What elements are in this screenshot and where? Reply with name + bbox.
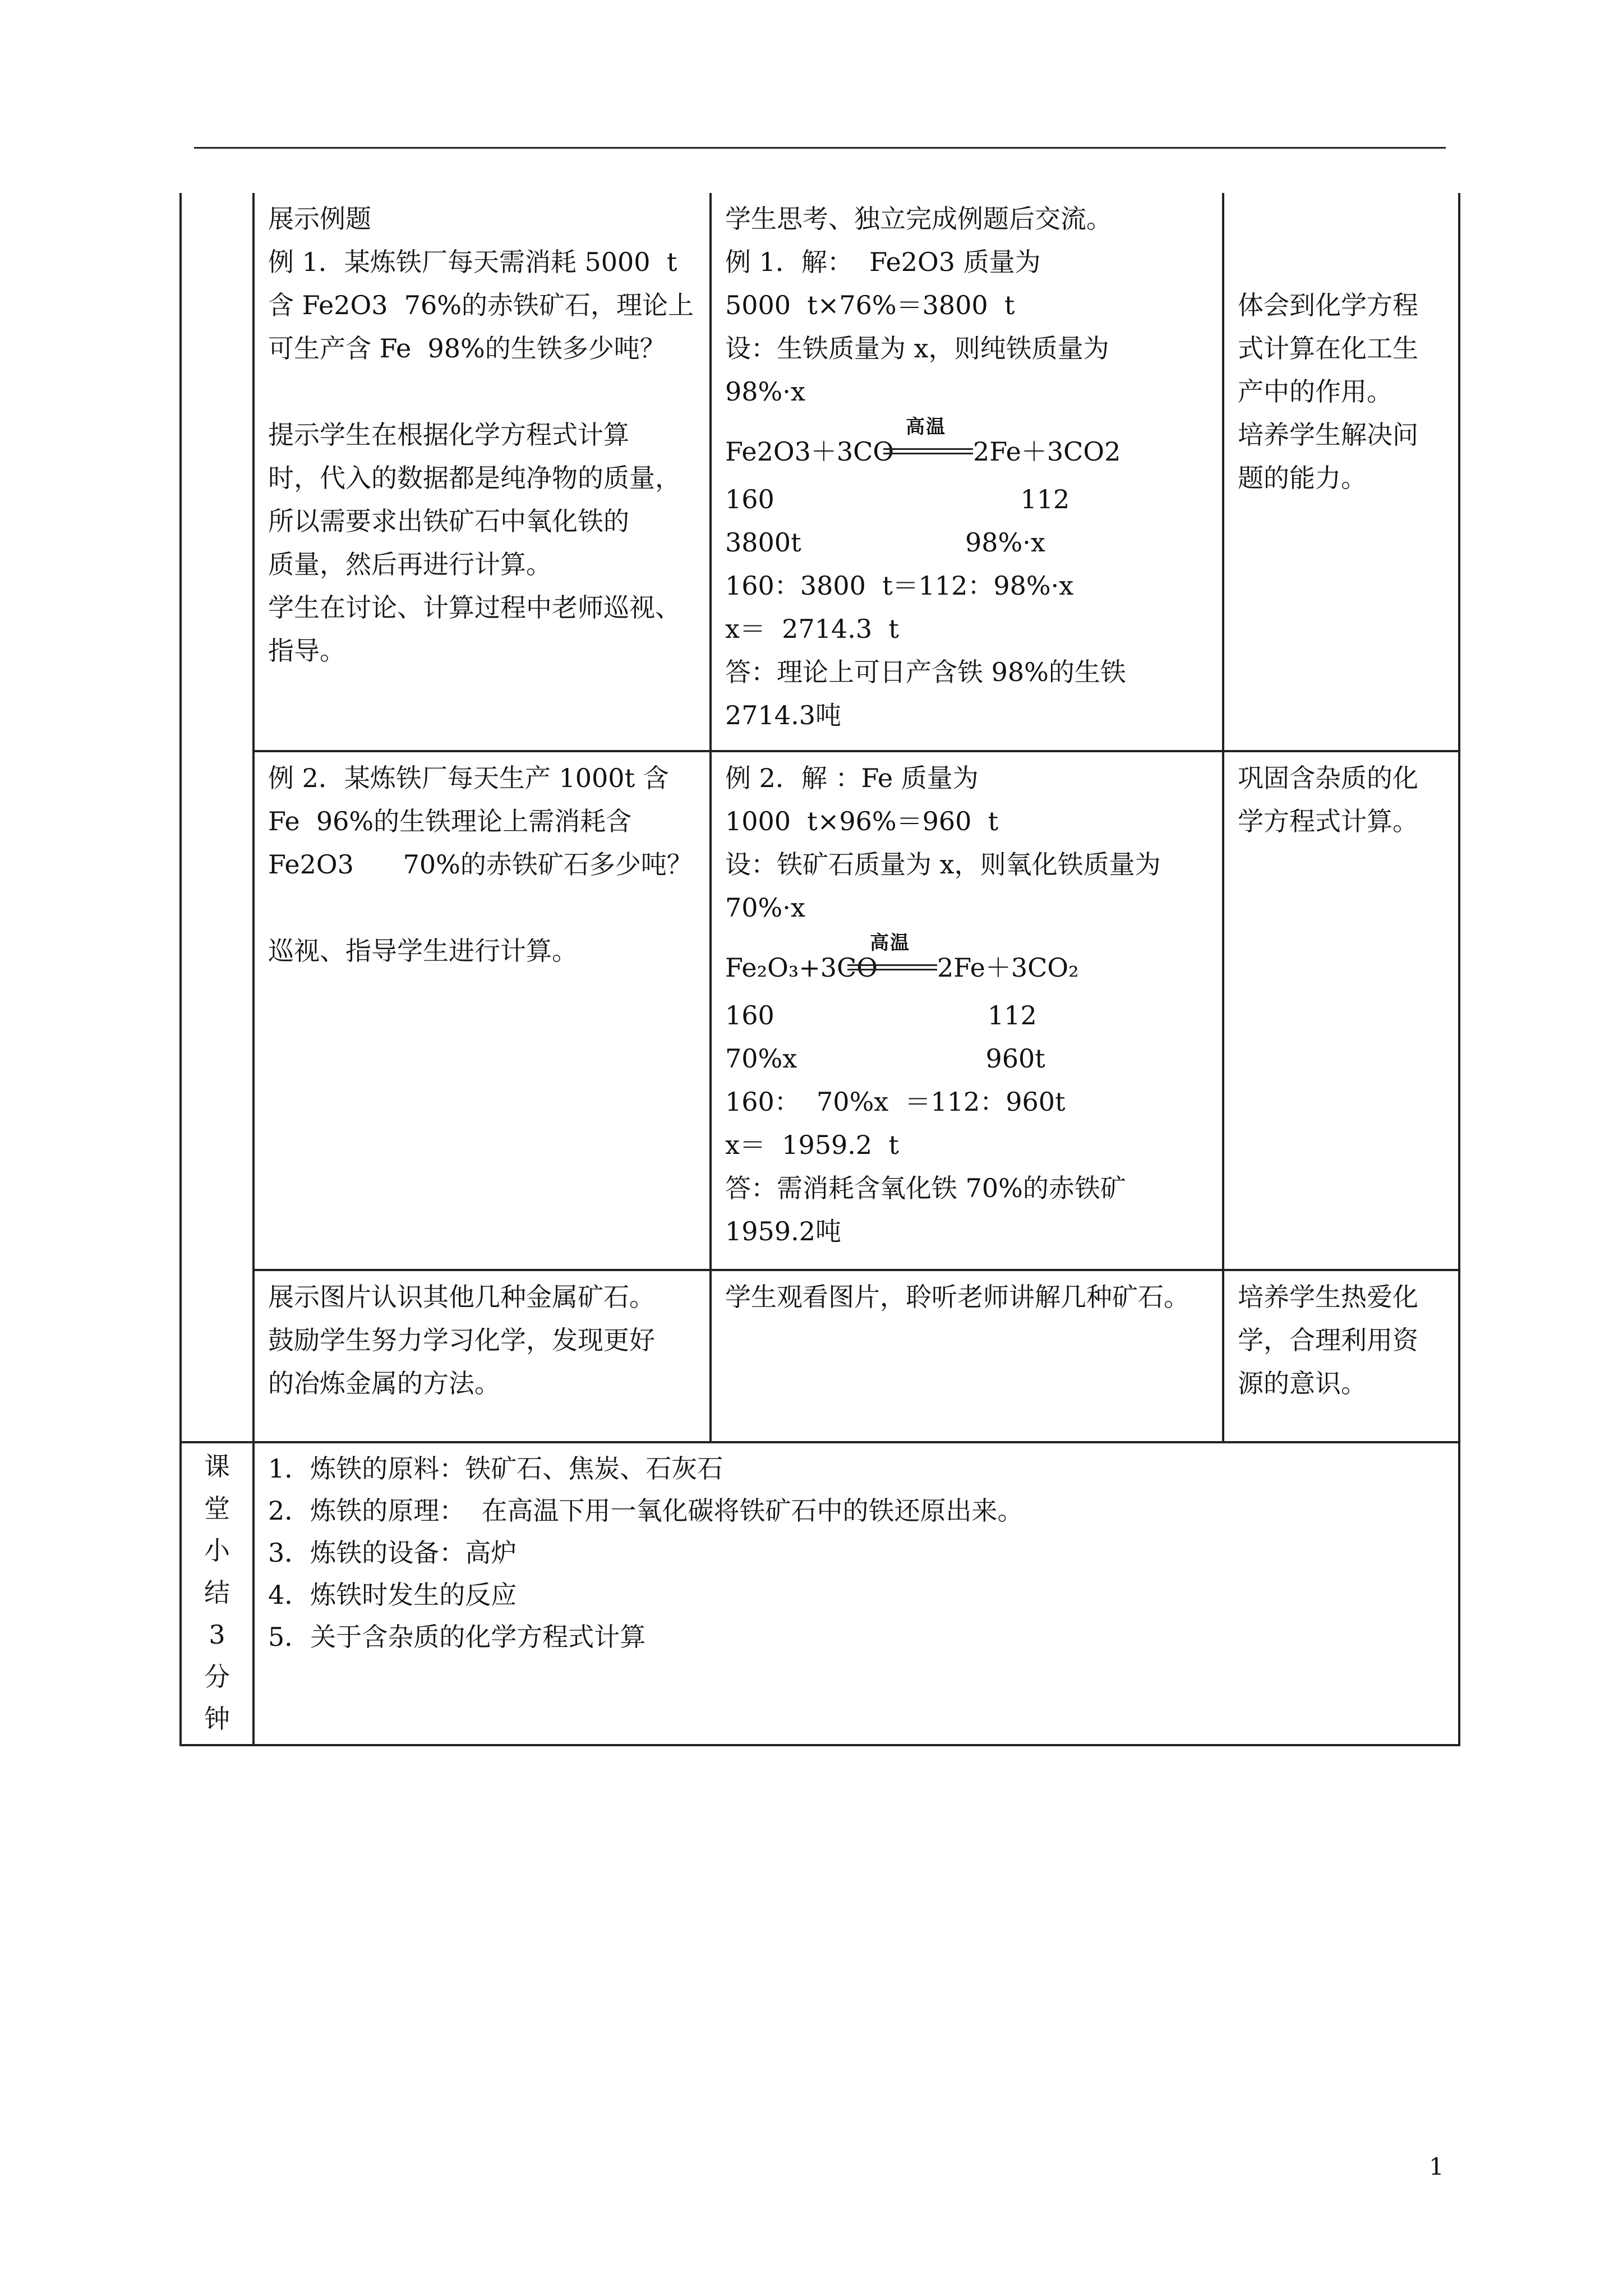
design-intent-cell (1223, 751, 1459, 1270)
equals-bar (847, 969, 937, 970)
page-number: 1 (1429, 2153, 1444, 2180)
text-line: 70%·x (725, 892, 805, 923)
text-line: 可生产含 Fe 98%的生铁多少吨？ (268, 333, 666, 364)
text-line: 质量，然后再进行计算。 (268, 549, 552, 579)
text-line: 含 Fe2O3 76%的赤铁矿石，理论上 (268, 290, 694, 320)
text-line: 学生思考、独立完成例题后交流。 (725, 204, 1112, 234)
header-rule (194, 147, 1446, 149)
summary-item: 2．炼铁的原理： 在高温下用一氧化碳将铁矿石中的铁还原出来。 (268, 1496, 1023, 1526)
text-line: x＝ 2714.3 t (725, 614, 899, 644)
text-line: 题的能力。 (1238, 463, 1367, 493)
text-line: 提示学生在根据化学方程式计算 (268, 420, 629, 450)
text-line: 例 1．解： Fe2O3 质量为 (725, 247, 1041, 277)
text-line: 培养学生解决问 (1238, 420, 1418, 450)
spacer (1238, 197, 1446, 241)
equals-bar (847, 964, 937, 966)
text-line: 培养学生热爱化 (1238, 1282, 1418, 1312)
text-line: 学生观看图片，聆听老师讲解几种矿石。 (725, 1282, 1189, 1312)
text-line: 设：铁矿石质量为 x，则氧化铁质量为 (725, 849, 1161, 880)
equals-bar (883, 448, 973, 450)
summary-item: 3．炼铁的设备：高炉 (268, 1538, 517, 1568)
text-line: 答：需消耗含氧化铁 70%的赤铁矿 (725, 1173, 1126, 1203)
text-line: 学生在讨论、计算过程中老师巡视、 (268, 592, 681, 623)
text-line: 2714.3吨 (725, 700, 841, 730)
text-line: 时，代入的数据都是纯净物的质量， (268, 463, 681, 493)
text-line: 学方程式计算。 (1238, 806, 1418, 836)
text-line: Fe 96%的生铁理论上需消耗含 (268, 806, 632, 836)
equation-reactants: Fe₂O₃+3CO (725, 953, 878, 983)
equation-products: 2Fe＋3CO2 (973, 436, 1121, 467)
teacher-activity-cell (253, 751, 711, 1270)
reaction-condition: 高温 (870, 932, 910, 954)
text-line: 5000 t×76%＝3800 t (725, 290, 1015, 320)
left-section-cell (181, 193, 253, 1442)
text-line: 源的意识。 (1238, 1368, 1367, 1398)
student-activity-cell (711, 193, 1223, 751)
text-line: Fe2O3 70%的赤铁矿石多少吨？ (268, 849, 693, 880)
summary-label-char: 结 (204, 1577, 230, 1608)
summary-item: 5．关于含杂质的化学方程式计算 (268, 1622, 646, 1652)
text-line: 160： 70%x ＝112：960t (725, 1087, 1066, 1117)
text-line: 的冶炼金属的方法。 (268, 1368, 500, 1398)
summary-label-char: 堂 (204, 1493, 230, 1524)
text-line: 160 112 (725, 1000, 1037, 1030)
text-line: 巩固含杂质的化 (1238, 763, 1418, 793)
text-line: 设：生铁质量为 x，则纯铁质量为 (725, 333, 1109, 364)
text-line: 展示图片认识其他几种金属矿石。 (268, 1282, 655, 1312)
student-activity-cell (711, 1270, 1223, 1442)
table-row (181, 1270, 1459, 1442)
spacer (1238, 241, 1446, 284)
summary-label-cell (181, 1442, 253, 1745)
text-line: 巡视、指导学生进行计算。 (268, 936, 578, 966)
summary-item: 1．炼铁的原料：铁矿石、焦炭、石灰石 (268, 1453, 723, 1484)
text-line: 1000 t×96%＝960 t (725, 806, 999, 836)
text-line: 160 112 (725, 484, 1070, 514)
teacher-activity-cell (253, 193, 711, 751)
text-line: 式计算在化工生 (1238, 333, 1418, 364)
text-line: 产中的作用。 (1238, 376, 1393, 407)
summary-item: 4．炼铁时发生的反应 (268, 1580, 517, 1610)
summary-label-char: 钟 (204, 1704, 230, 1734)
summary-label-char: 3 (209, 1619, 225, 1650)
text-line: 3800t 98%·x (725, 527, 1045, 558)
summary-content-cell (253, 1442, 1459, 1745)
text-line: 例 2．解 ：Fe 质量为 (725, 763, 979, 793)
text-line: 学，合理利用资 (1238, 1325, 1418, 1355)
table-row (181, 751, 1459, 1270)
spacer (268, 370, 697, 413)
text-line: x＝ 1959.2 t (725, 1130, 899, 1160)
text-line: 体会到化学方程 (1238, 290, 1418, 320)
summary-label-char: 分 (204, 1662, 230, 1692)
design-intent-cell (1223, 1270, 1459, 1442)
equation-reactants: Fe2O3＋3CO (725, 436, 895, 467)
text-line: 例 2．某炼铁厂每天生产 1000t 含 (268, 763, 669, 793)
text-line: 所以需要求出铁矿石中氧化铁的 (268, 506, 629, 536)
text-line: 70%x 960t (725, 1043, 1045, 1074)
student-activity-cell (711, 751, 1223, 1270)
teacher-activity-cell (253, 1270, 711, 1442)
chemical-equation (725, 930, 1210, 994)
lesson-plan-table (179, 193, 1460, 1746)
summary-row (181, 1442, 1459, 1745)
equals-bar (883, 453, 973, 454)
equation-products: 2Fe＋3CO₂ (937, 953, 1079, 983)
text-line: 例 1．某炼铁厂每天需消耗 5000 t (268, 247, 677, 277)
text-line: 160：3800 t＝112：98%·x (725, 570, 1074, 601)
text-line: 展示例题 (268, 204, 371, 234)
design-intent-cell (1223, 193, 1459, 751)
text-line: 98%·x (725, 376, 805, 407)
spacer (268, 886, 697, 930)
text-line: 鼓励学生努力学习化学，发现更好 (268, 1325, 655, 1355)
text-line: 1959.2吨 (725, 1216, 841, 1246)
table-row (181, 193, 1459, 751)
text-line: 指导。 (268, 636, 345, 666)
summary-label-char: 课 (204, 1451, 230, 1481)
reaction-condition: 高温 (906, 416, 946, 438)
summary-label-char: 小 (204, 1535, 230, 1566)
chemical-equation (725, 413, 1210, 478)
text-line: 答：理论上可日产含铁 98%的生铁 (725, 657, 1126, 687)
